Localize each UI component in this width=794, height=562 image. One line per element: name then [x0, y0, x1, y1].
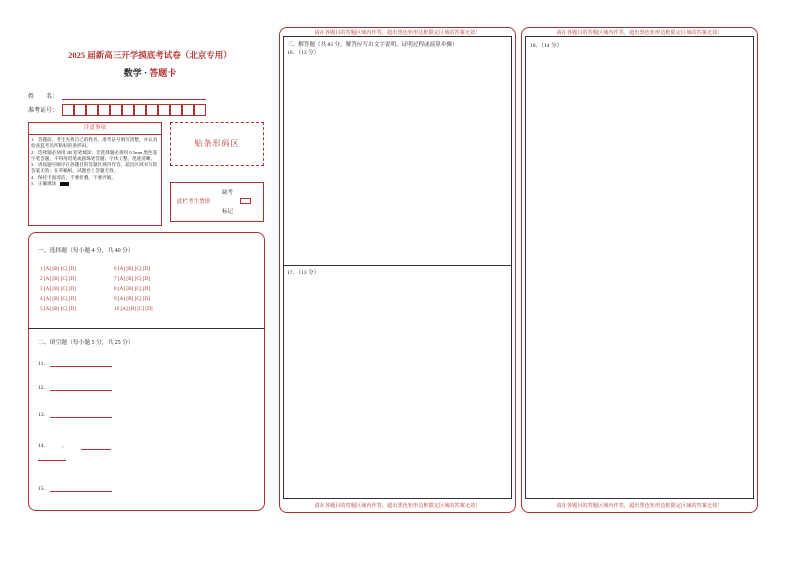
- id-digit-box[interactable]: [170, 104, 182, 116]
- id-digit-box[interactable]: [194, 104, 206, 116]
- choice-row[interactable]: 1 [A] [B] [C] [D]: [40, 266, 77, 272]
- choice-row[interactable]: 6 [A] [B] [C] [D]: [114, 266, 151, 272]
- fill-q14-answer-line-1[interactable]: [81, 449, 111, 450]
- q18-label: 18．（14 分）: [530, 43, 563, 49]
- id-digit-box[interactable]: [98, 104, 110, 116]
- choice-row[interactable]: 4 [A] [B] [C] [D]: [40, 296, 77, 302]
- fill-q14-answer-line-2[interactable]: [38, 460, 66, 461]
- choice-right-column: [114, 264, 153, 314]
- notice-item: 3．请按题号顺序在各题目的答题区域内作答，超出区域书写的答案无效；在草稿纸、试题卷上答题无效。: [31, 162, 158, 174]
- fill-q12-answer-line[interactable]: [50, 390, 112, 391]
- absent-label-2: 标记: [222, 209, 234, 215]
- notice-heading: 注意事项: [29, 123, 161, 135]
- id-label: 准考证号：: [28, 108, 59, 114]
- choice-row[interactable]: 2 [A] [B] [C] [D]: [40, 276, 77, 282]
- notice-item-fill-example: [29, 181, 161, 187]
- fill-q13-answer-line[interactable]: [50, 417, 112, 418]
- solve-section-title: 三、解答题（共 85 分，解答应写出文字说明、证明过程或演算步骤）: [287, 42, 458, 48]
- q16-label: 16．（13 分）: [287, 50, 320, 56]
- right-top-warning: 请在各题目的答题区域内作答，超出黑色矩形边框限定区域的答案无效！: [556, 30, 723, 36]
- answer-sheet-label: 答题卡: [149, 68, 177, 78]
- id-digit-box[interactable]: [74, 104, 86, 116]
- notice-item: 2．选择题必须用 2B 铅笔填涂；非选择题必须用 0.5mm 黑色签字笔答题，不得用铅笔或圆珠笔答题；字体工整、笔迹清晰。: [31, 149, 158, 161]
- choice-row[interactable]: 5 [A] [B] [C] [D]: [40, 306, 77, 312]
- fill-q12-label: 12．: [38, 385, 50, 391]
- notice-item: 1．答题前，考生先将自己的姓名，准考证号填写清楚，并认真检查监考员所粘贴的条形码。: [31, 137, 158, 149]
- barcode-area: 贴条形码区: [170, 122, 264, 166]
- id-boxes[interactable]: [62, 104, 206, 116]
- id-digit-box[interactable]: [158, 104, 170, 116]
- name-label: 姓 名：: [28, 94, 59, 100]
- notice-box: [28, 122, 162, 226]
- fill-q14-separator: ，: [62, 443, 68, 449]
- choice-row[interactable]: 9 [A] [B] [C] [D]: [114, 296, 151, 302]
- choice-row[interactable]: 7 [A] [B] [C] [D]: [114, 276, 151, 282]
- sheet-subtitle: [30, 66, 270, 79]
- id-digit-box[interactable]: [134, 104, 146, 116]
- middle-top-warning: 请在各题目的答题区域内作答，超出黑色矩形边框限定区域的答案无效！: [314, 30, 481, 36]
- id-digit-box[interactable]: [146, 104, 158, 116]
- name-field[interactable]: [62, 99, 206, 100]
- fill-example-label: 5．正确填涂: [31, 181, 57, 187]
- right-answer-box[interactable]: [525, 36, 754, 499]
- fill-q14-label: 14．: [38, 443, 50, 449]
- q17-label: 17．（13 分）: [287, 270, 320, 276]
- fill-q11-label: 11．: [38, 361, 49, 367]
- choice-row[interactable]: 3 [A] [B] [C] [D]: [40, 286, 77, 292]
- fill-q13-label: 13．: [38, 412, 50, 418]
- id-digit-box[interactable]: [110, 104, 122, 116]
- q16-q17-divider: [283, 265, 512, 266]
- middle-bottom-warning: 请在各题目的答题区域内作答，超出黑色矩形边框限定区域的答案无效！: [314, 503, 481, 509]
- filled-mark-example-icon: [60, 182, 69, 186]
- fill-q15-answer-line[interactable]: [50, 491, 112, 492]
- right-bottom-warning: 请在各题目的答题区域内作答，超出黑色矩形边框限定区域的答案无效！: [556, 503, 723, 509]
- fill-section-title: 二、填空题（每小题 5 分，共 25 分）: [38, 340, 134, 346]
- notice-item: 4．保持卡面清洁，不要折叠、不要弄破。: [31, 174, 116, 180]
- choice-row[interactable]: 8 [A] [B] [C] [D]: [114, 286, 151, 292]
- subject-label: 数学: [123, 68, 142, 78]
- id-digit-box[interactable]: [122, 104, 134, 116]
- id-digit-box[interactable]: [62, 104, 74, 116]
- subtitle-dot: ·: [143, 68, 147, 78]
- choice-row[interactable]: 10 [A] [B] [C] [D]: [114, 306, 153, 312]
- id-digit-box[interactable]: [86, 104, 98, 116]
- absent-mark-box: [170, 182, 264, 222]
- id-digit-box[interactable]: [182, 104, 194, 116]
- absent-label-1: 缺考: [222, 190, 234, 196]
- choice-section-title: 一、选择题（每小题 4 分，共 40 分）: [38, 248, 134, 254]
- absent-checkbox[interactable]: [240, 198, 251, 204]
- choice-left-column: [40, 264, 76, 314]
- absent-note: 此栏考生禁填: [177, 199, 211, 205]
- fill-q11-answer-line[interactable]: [50, 366, 112, 367]
- fill-q15-label: 15．: [38, 486, 50, 492]
- section-divider: [28, 328, 265, 329]
- exam-title: 2025 届新高三开学摸底考试卷（北京专用）: [68, 50, 232, 60]
